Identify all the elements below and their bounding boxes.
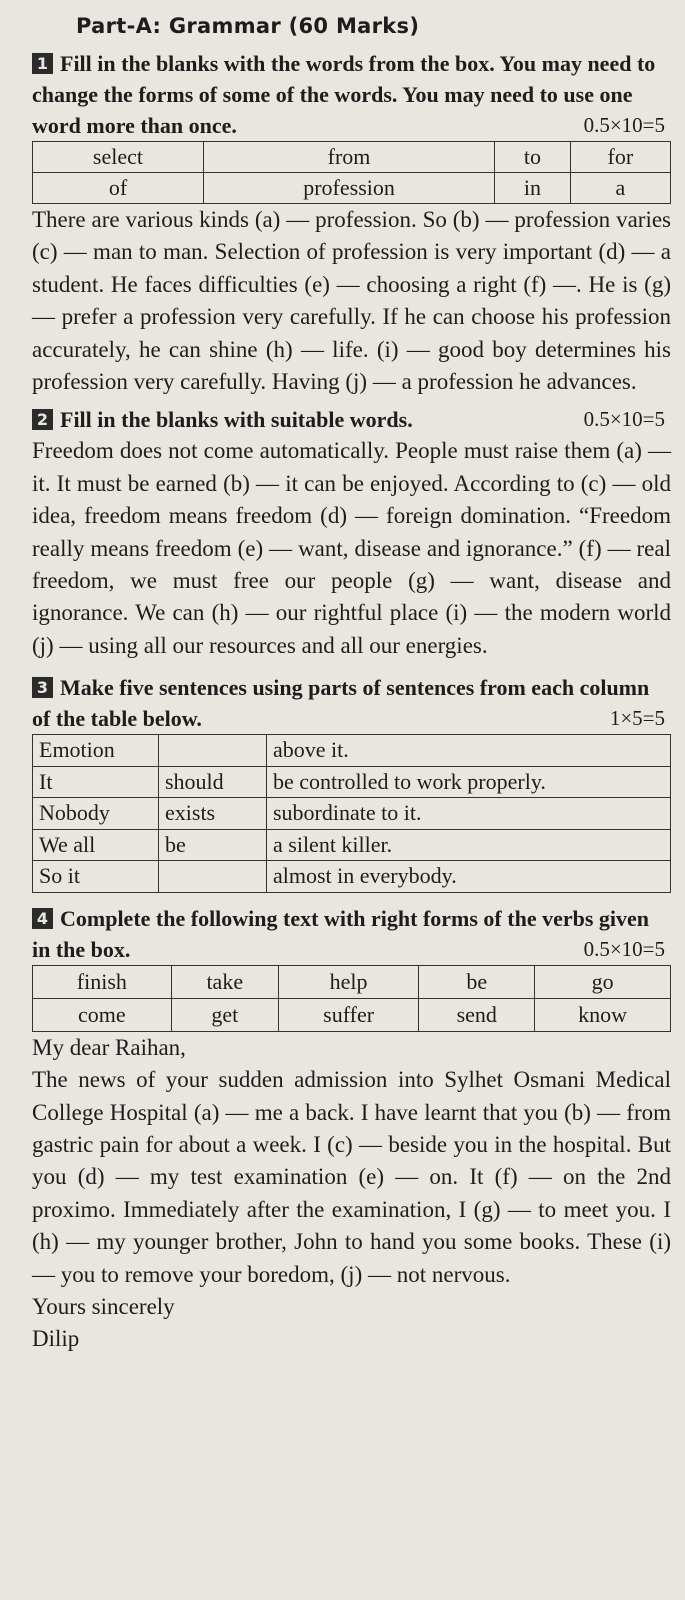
question-1-instruction: Fill in the blanks with the words from the box. You may need to change the forms of some of the words. You may need to use one word more than once.: [32, 51, 656, 138]
question-1-text: There are various kinds (a) — profession. So (b) — profession varies (c) — man to man. Selection of profession is very important (d) — a student. He faces difficulties (e) — choosing a right (f) —. He is (g) — prefer a profession very carefully. If he can choose his profession accurately, he can shine (h) — life. (i) — good boy determines his profession very carefully. Having (j) — a profession he advances.: [32, 207, 671, 395]
question-1-heading: [32, 48, 671, 141]
question-3-marks: 1×5=5: [609, 706, 665, 731]
table-row: [33, 861, 671, 893]
word-box-row: [33, 142, 671, 173]
verb-cell: come: [33, 998, 172, 1031]
letter-body: The news of your sudden admission into Sylhet Osmani Medical College Hospital (a) — me a back. I have learnt that you (b) — from gastric pain for about a week. I (c) — beside you in the hospital. But you (d) — my test examination (e) — on. It (f) — on the 2nd proximo. Immediately after the examination, I (g) — to meet you. I (h) — my younger brother, John to hand you some books. These (i) — you to remove your boredom, (j) — not nervous.: [32, 1067, 671, 1287]
table-cell: almost in everybody.: [267, 861, 671, 893]
word-box-1: [32, 141, 671, 204]
word-cell: a: [570, 173, 670, 204]
table-cell: It: [33, 766, 159, 798]
question-1-marks: 0.5×10=5: [583, 113, 665, 137]
table-cell: [159, 861, 267, 893]
letter-closing: Yours sincerely: [32, 1294, 175, 1320]
word-cell: from: [203, 142, 494, 173]
table-row: [33, 766, 671, 798]
question-2-instruction: Fill in the blanks with suitable words.: [60, 407, 413, 433]
verb-cell: send: [419, 998, 535, 1031]
table-cell: should: [159, 766, 267, 798]
question-4-number: 4: [32, 908, 53, 929]
sentence-table: [32, 734, 671, 893]
table-cell: be controlled to work properly.: [267, 766, 671, 798]
table-cell: So it: [33, 861, 159, 893]
question-3-number: 3: [32, 677, 53, 698]
verb-cell: be: [419, 965, 535, 998]
table-cell: above it.: [267, 735, 671, 767]
verb-cell: get: [171, 998, 278, 1031]
table-cell: be: [159, 829, 267, 861]
question-4-marks: 0.5×10=5: [583, 936, 665, 961]
table-row: [33, 829, 671, 861]
table-cell: Nobody: [33, 798, 159, 830]
word-cell: in: [495, 173, 571, 204]
verb-box-row: [33, 998, 671, 1031]
question-2-heading: [32, 404, 671, 435]
question-4-heading: [32, 903, 671, 965]
verb-box: [32, 965, 671, 1032]
verb-cell: finish: [33, 965, 172, 998]
table-cell: We all: [33, 829, 159, 861]
verb-cell: go: [535, 965, 671, 998]
question-3-heading: [32, 672, 671, 734]
question-1: [32, 48, 671, 398]
word-cell: profession: [203, 173, 494, 204]
question-2-marks: 0.5×10=5: [583, 407, 665, 432]
question-3-instruction: Make five sentences using parts of sentences from each column of the table below.: [32, 675, 650, 732]
part-title: Part-A: Grammar (60 Marks): [76, 14, 420, 38]
letter-salutation: My dear Raihan,: [32, 1034, 186, 1060]
table-cell: exists: [159, 798, 267, 830]
table-cell: Emotion: [33, 735, 159, 767]
verb-cell: help: [278, 965, 419, 998]
word-cell: of: [33, 173, 204, 204]
verb-cell: know: [535, 998, 671, 1031]
table-cell: [159, 735, 267, 767]
word-cell: select: [33, 142, 204, 173]
question-4: [32, 903, 671, 1356]
word-box-row: [33, 173, 671, 204]
table-row: [33, 735, 671, 767]
letter-signature: Dilip: [32, 1326, 80, 1352]
table-row: [33, 798, 671, 830]
question-2-text: Freedom does not come automatically. People must raise them (a) — it. It must be earned (b) — it can be enjoyed. According to (c) — old idea, freedom means freedom (d) — foreign domination. “Freedom really means freedom (e) — want, disease and ignorance.” (f) — real freedom, we must free our people (g) — want, disease and ignorance. We can (h) — our rightful place (i) — the modern world (j) — using all our resources and all our energies.: [32, 438, 671, 658]
verb-box-row: [33, 965, 671, 998]
word-cell: for: [570, 142, 670, 173]
question-1-number: 1: [32, 53, 53, 74]
question-2: [32, 404, 671, 662]
question-2-number: 2: [32, 409, 53, 430]
question-4-instruction: Complete the following text with right forms of the verbs given in the box.: [32, 905, 650, 962]
word-cell: to: [495, 142, 571, 173]
verb-cell: suffer: [278, 998, 419, 1031]
question-3: [32, 672, 671, 893]
table-cell: a silent killer.: [267, 829, 671, 861]
verb-cell: take: [171, 965, 278, 998]
table-cell: subordinate to it.: [267, 798, 671, 830]
